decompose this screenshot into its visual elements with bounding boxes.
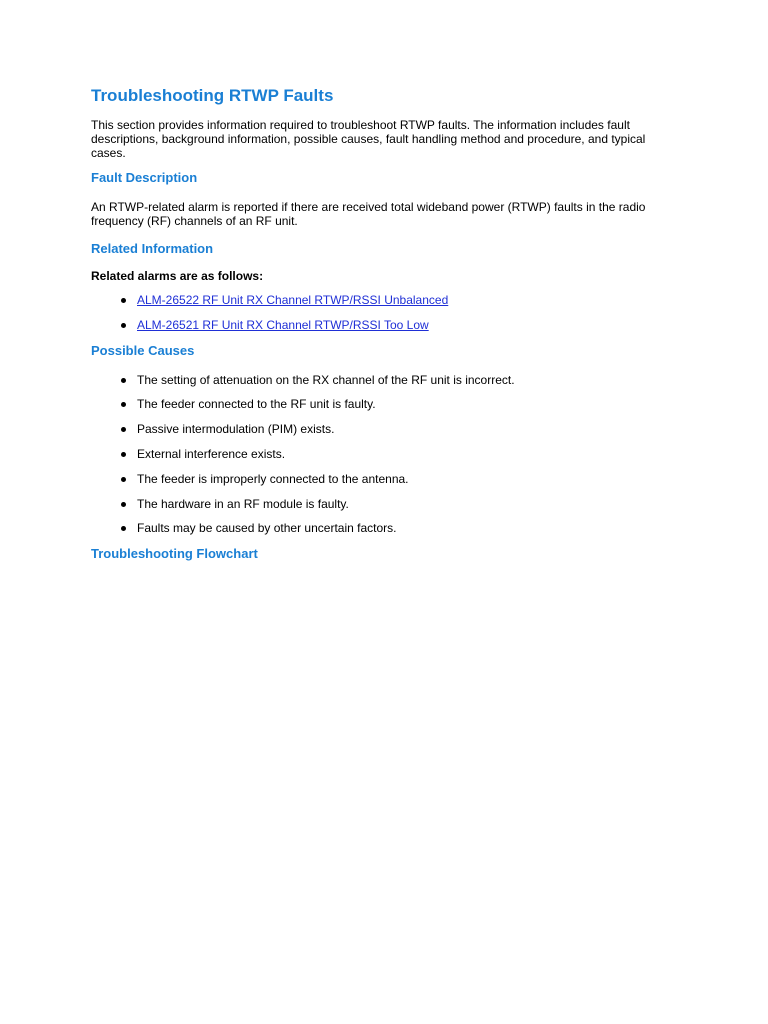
related-alarms-lead: Related alarms are as follows: (91, 269, 264, 283)
related-alarms-list (91, 293, 681, 332)
list-item (115, 293, 681, 307)
bullet-dot-icon (121, 502, 126, 507)
alarm-link-26521[interactable]: ALM-26521 RF Unit RX Channel RTWP/RSSI Too Low (137, 317, 429, 332)
bullet-dot-icon (121, 378, 126, 383)
list-item (115, 373, 681, 387)
related-information-heading: Related Information (91, 241, 214, 256)
bullet-dot-icon (121, 526, 126, 531)
list-item (115, 422, 681, 436)
troubleshooting-flowchart-heading: Troubleshooting Flowchart (91, 546, 258, 562)
intro-paragraph: This section provides information required to troubleshoot RTWP faults. The information includes fault descriptions, background information, possible causes, fault handling method and procedure, and typical cases. (91, 118, 646, 160)
possible-causes-heading: Possible Causes (91, 342, 195, 358)
cause-text: The feeder is improperly connected to the antenna. (137, 471, 409, 486)
page-title: Troubleshooting RTWP Faults (91, 86, 334, 105)
bullet-dot-icon (121, 298, 126, 303)
list-item (115, 521, 681, 535)
list-item (115, 447, 681, 461)
bullet-dot-icon (121, 323, 126, 328)
fault-description-text: An RTWP-related alarm is reported if there are received total wideband power (RTWP) faults in the radio frequency (RF) channels of an RF unit. (91, 200, 646, 228)
list-item (115, 397, 681, 411)
possible-causes-list (91, 373, 681, 536)
fault-description-heading: Fault Description (91, 170, 198, 185)
cause-text: The feeder connected to the RF unit is faulty. (137, 397, 376, 412)
bullet-dot-icon (121, 427, 126, 432)
cause-text: The setting of attenuation on the RX channel of the RF unit is incorrect. (137, 372, 515, 387)
cause-text: Passive intermodulation (PIM) exists. (137, 422, 335, 437)
cause-text: The hardware in an RF module is faulty. (137, 496, 349, 511)
list-item (115, 472, 681, 486)
cause-text: Faults may be caused by other uncertain factors. (137, 521, 397, 536)
document-content (91, 86, 681, 562)
list-item (115, 497, 681, 511)
cause-text: External interference exists. (137, 446, 286, 461)
bullet-dot-icon (121, 452, 126, 457)
alarm-link-26522[interactable]: ALM-26522 RF Unit RX Channel RTWP/RSSI Unbalanced (137, 293, 449, 307)
bullet-dot-icon (121, 402, 126, 407)
bullet-dot-icon (121, 477, 126, 482)
list-item (115, 318, 681, 332)
